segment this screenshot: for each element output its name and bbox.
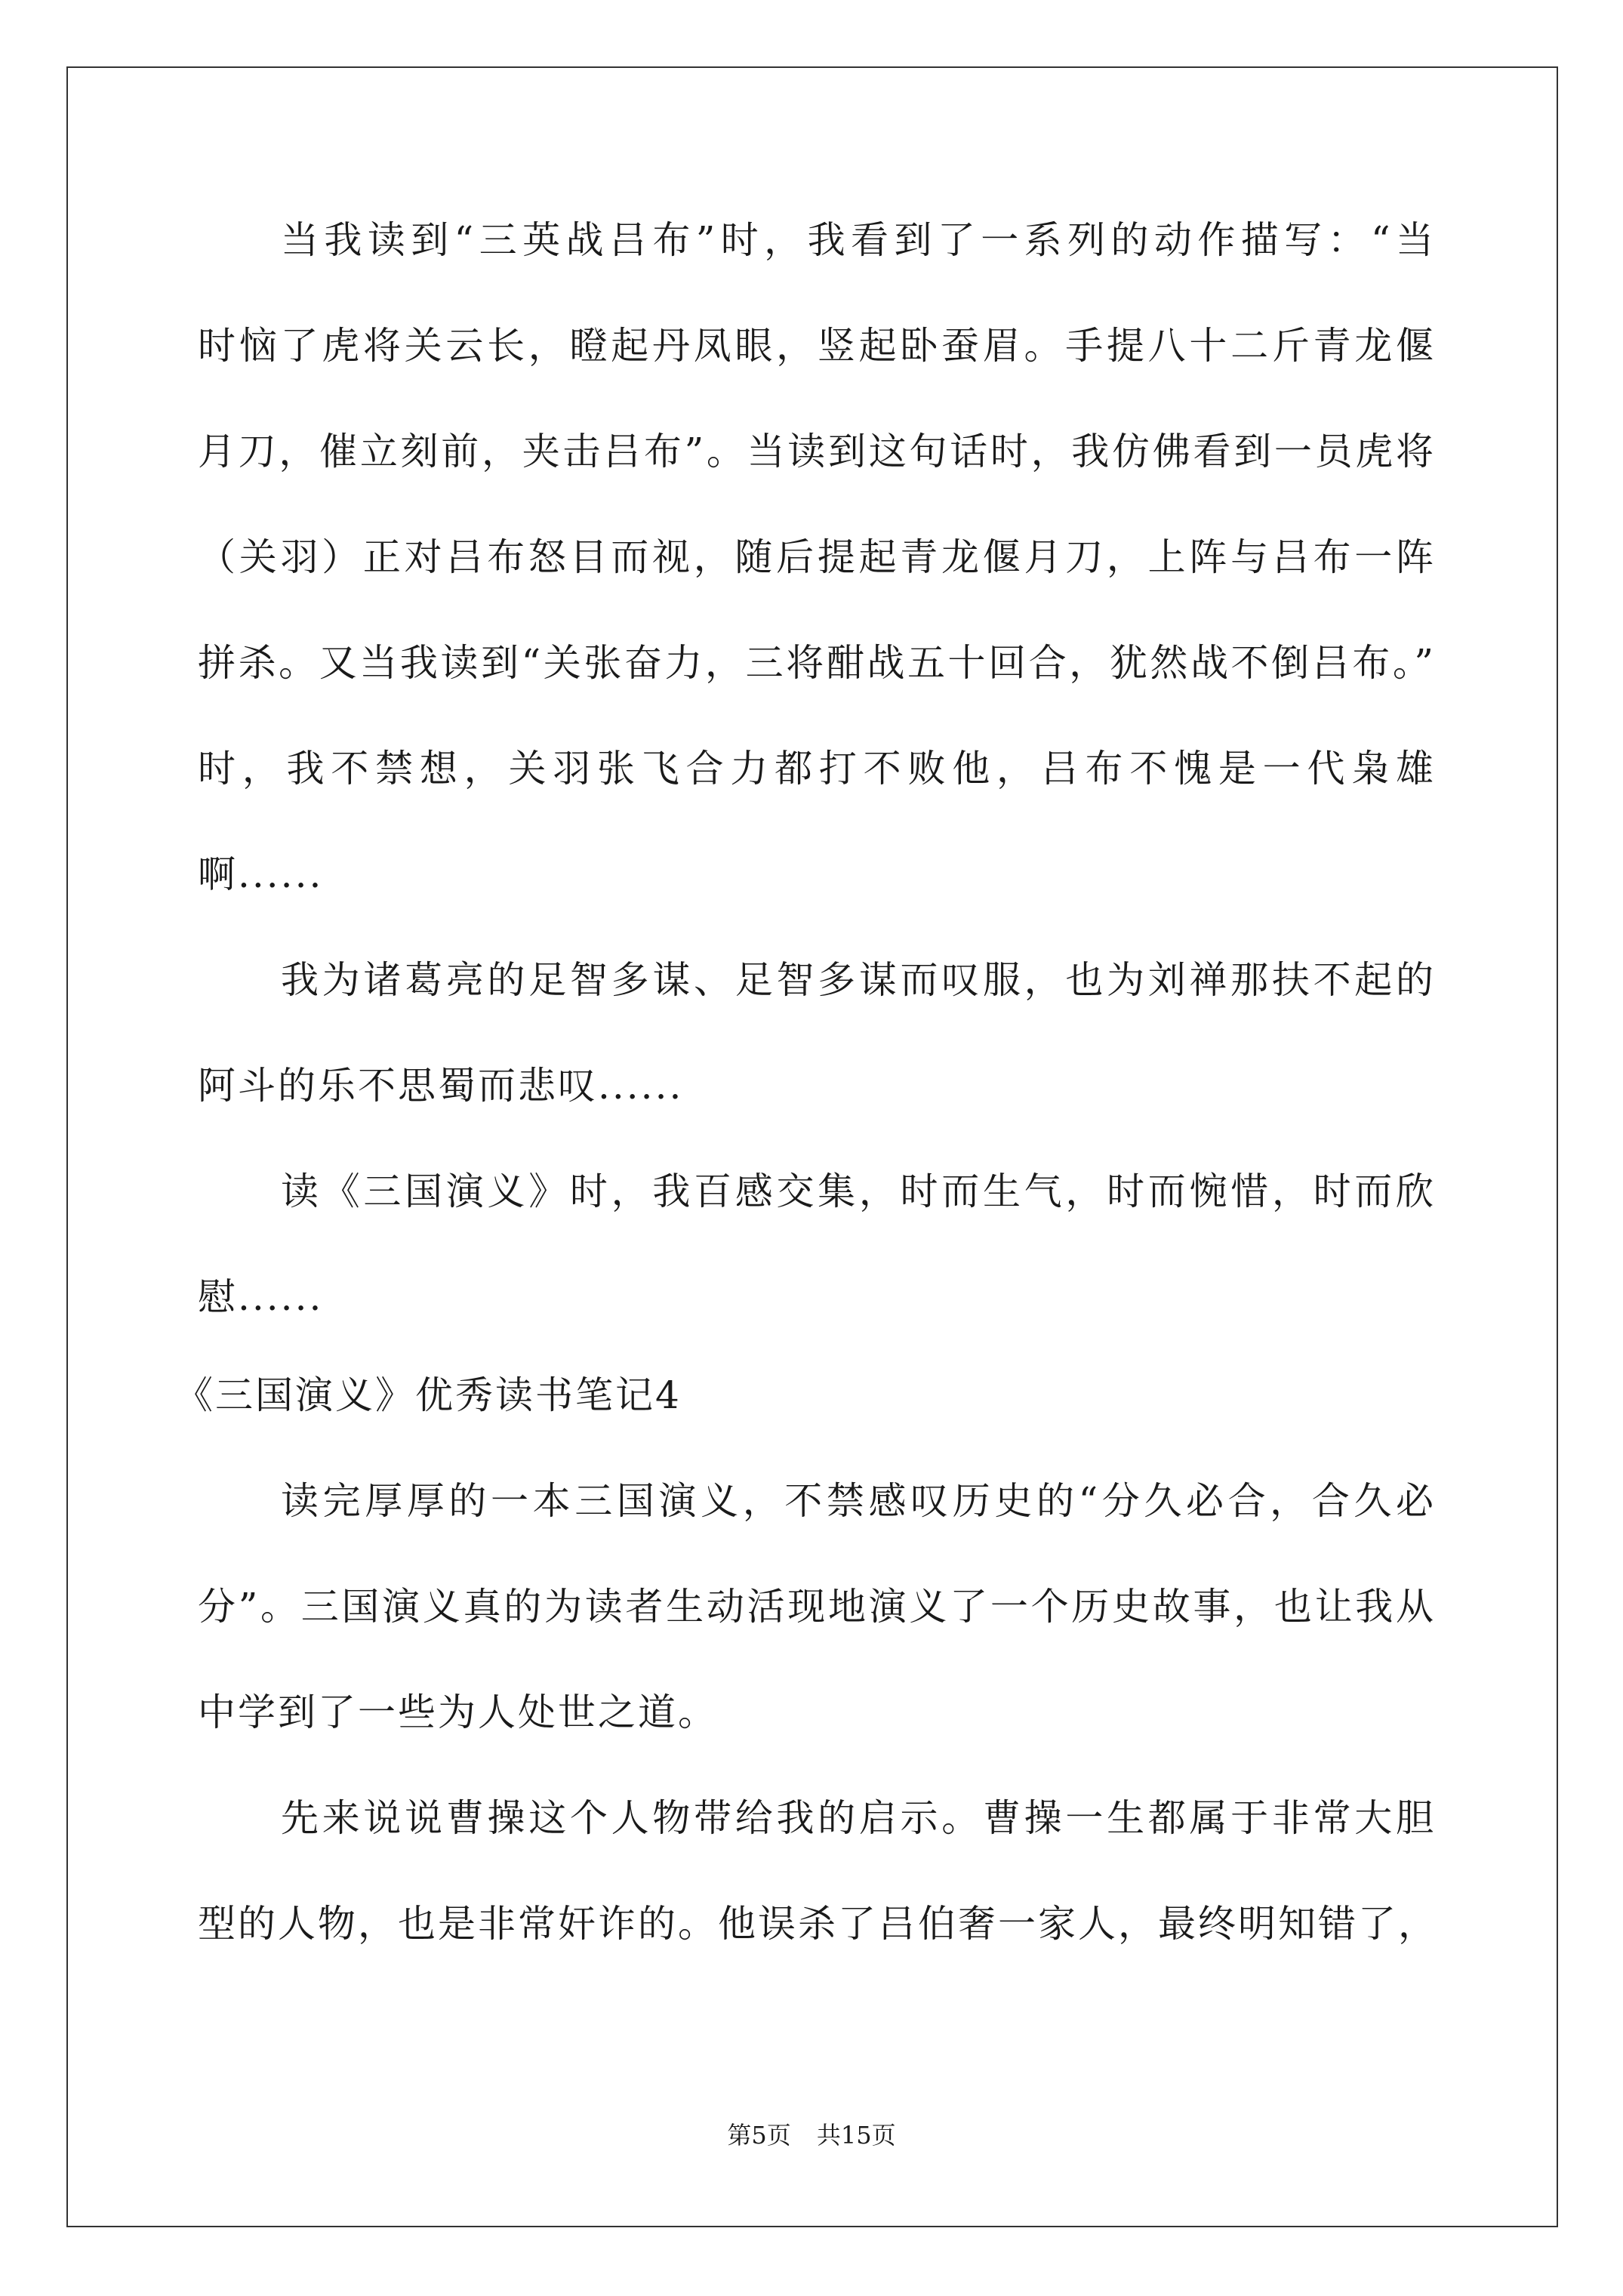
- paragraph-line: 拼杀。又当我读到“关张奋力，三将酣战五十回合，犹然战不倒吕布。”: [198, 641, 1436, 685]
- paragraph-line: 分”。三国演义真的为读者生动活现地演义了一个历史故事，也让我从: [198, 1585, 1436, 1629]
- page-number-current: 第5页: [727, 2121, 791, 2150]
- page-number-total: 共15页: [816, 2121, 896, 2150]
- paragraph-line: 啊......: [198, 852, 324, 896]
- paragraph-line: （关羽）正对吕布怒目而视，随后提起青龙偃月刀，上阵与吕布一阵: [198, 535, 1436, 579]
- paragraph-line: 当我读到“三英战吕布”时，我看到了一系列的动作描写：“当: [281, 218, 1436, 262]
- paragraph-line: 慰......: [198, 1275, 324, 1319]
- paragraph-line: 月刀，催立刻前，夹击吕布”。当读到这句话时，我仿佛看到一员虎将: [198, 430, 1436, 473]
- paragraph-line: 阿斗的乐不思蜀而悲叹......: [198, 1064, 684, 1108]
- paragraph-line: 时，我不禁想，关羽张飞合力都打不败他，吕布不愧是一代枭雄: [198, 747, 1436, 791]
- paragraph-line: 中学到了一些为人处世之道。: [198, 1690, 718, 1734]
- paragraph-line: 我为诸葛亮的足智多谋、足智多谋而叹服，也为刘禅那扶不起的: [281, 958, 1436, 1002]
- paragraph-line: 时恼了虎将关云长，瞪起丹凤眼，竖起卧蚕眉。手提八十二斤青龙偃: [198, 324, 1436, 368]
- paragraph-line: 先来说说曹操这个人物带给我的启示。曹操一生都属于非常大胆: [281, 1796, 1436, 1840]
- paragraph-line: 读完厚厚的一本三国演义，不禁感叹历史的“分久必合，合久必: [281, 1479, 1436, 1523]
- paragraph-line: 读《三国演义》时，我百感交集，时而生气，时而惋惜，时而欣: [281, 1170, 1436, 1213]
- page-footer: [0, 2120, 1623, 2150]
- paragraph-line: 型的人物，也是非常奸诈的。他误杀了吕伯奢一家人，最终明知错了，: [198, 1902, 1438, 1946]
- section-heading: 《三国演义》优秀读书笔记4: [175, 1373, 682, 1417]
